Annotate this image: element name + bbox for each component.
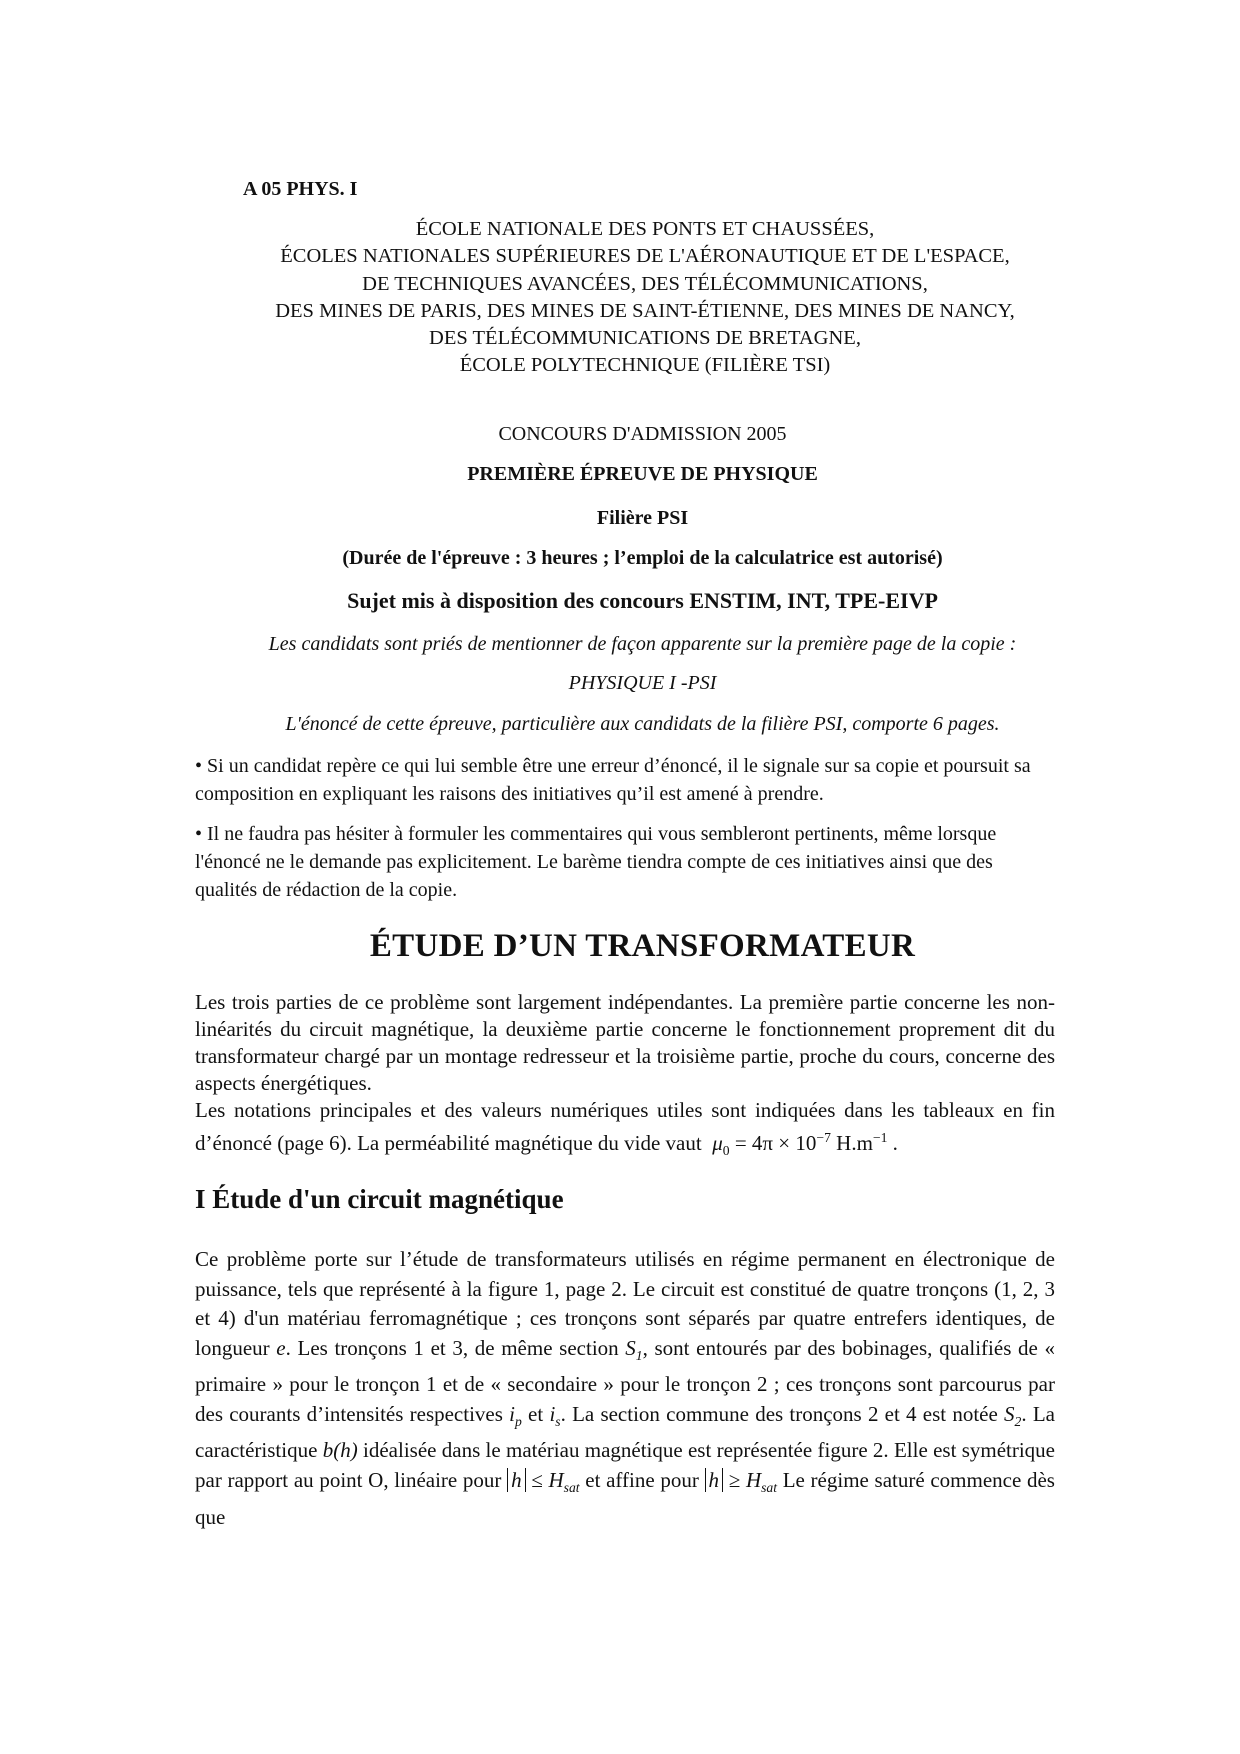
copy-mention: PHYSIQUE I -PSI — [568, 672, 717, 694]
intro-paragraph: Les trois parties de ce problème sont largement indépendantes. La première partie concerne les non-linéarités du circuit magnétique, la deuxième partie concerne le fonctionnement proprement dit du transformateur chargé par un montage redresseur et la troisième partie, proche du cours, concerne des aspects énergétiques. — [195, 990, 1055, 1095]
mu0-equation: $\mu_0 = 4\pi \times 10^{-7}$ $H.m^{-1}$ . — [712, 1130, 898, 1159]
school-line: DES MINES DE PARIS, DES MINES DE SAINT-ÉTIENNE, DES MINES DE NANCY, — [275, 299, 1015, 322]
school-line: ÉCOLE NATIONALE DES PONTS ET CHAUSSÉES, — [415, 218, 875, 240]
affine-condition: $h \ge H_{sat}$ — [705, 1468, 777, 1492]
bullet-text: Si un candidat repère ce qui lui semble être une erreur d’énoncé, il le signale sur sa copie et poursuit sa composition en expliquant les raisons des initiatives qu’il est amené à prendre. — [195, 755, 1031, 805]
schools-list — [195, 216, 1095, 380]
section-s2-symbol: $S_2$ — [1004, 1401, 1022, 1429]
school-line: ÉCOLE POLYTECHNIQUE (FILIÈRE TSI) — [459, 354, 831, 377]
exam-code: A 05 PHYS. I — [243, 178, 358, 200]
bullet-icon: • — [195, 755, 203, 777]
linear-condition: $h \le H_{sat}$ — [507, 1468, 579, 1492]
filiere-label: Filière PSI — [596, 507, 689, 529]
section-paragraph: Ce problème porte sur l’étude de transformateurs utilisés en régime permanent en électronique de puissance, tels que représenté à la figure 1, page 2. Le circuit est constitué de quatre tronçons (1, 2, 3 et 4) d'un matériau ferromagnétique ; ces tronçons sont séparés par quatre entrefers identiques, de longueur e. Les tronçons 1 et 3, de même section $S_1$, sont entourés par des bobinages, qualifiés de « primaire » pour le tronçon 1 et de « secondaire » pour le tronçon 2 ; ces tronçons sont parcourus par des courants d’intensités respectives $i_p$ et $i_s$. La section commune des tronçons 2 et 4 est notée $S_2$. La caractéristique b(h) idéalisée dans le matériau magnétique est représentée figure 2. Elle est symétrique par rapport au point O, linéaire pour $h \le H_{sat}$ et affine pour $h \ge H_{sat}$ Le régime saturé commence dès que — [195, 1247, 1055, 1529]
section-s1-symbol: $S_1$ — [625, 1335, 643, 1363]
school-line: DES TÉLÉCOMMUNICATIONS DE BRETAGNE, — [429, 327, 861, 350]
candidate-instruction: Les candidats sont priés de mentionner de façon apparente sur la première page de la copie : — [268, 633, 1017, 655]
section-title: I Étude d'un circuit magnétique — [195, 1184, 564, 1214]
notations-text: Les notations principales et des valeurs numériques utiles sont indiquées dans les tableaux en fin d’énoncé (page 6). La perméabilité magnétique du vide vaut — [195, 1098, 1055, 1155]
bullet-text: Il ne faudra pas hésiter à formuler les commentaires qui vous sembleront pertinents, même lorsque l'énoncé ne le demande pas explicitement. Le barème tiendra compte de ces initiatives ainsi que des qualités de rédaction de la copie. — [195, 823, 997, 901]
page-count-note: L'énoncé de cette épreuve, particulière aux candidats de la filière PSI, comporte 6 pages. — [285, 713, 1000, 735]
bullet-note-comments — [195, 820, 1055, 904]
notations-paragraph — [195, 1097, 1055, 1164]
bullet-icon: • — [195, 823, 203, 845]
problem-title: ÉTUDE D’UN TRANSFORMATEUR — [369, 928, 916, 964]
secondary-current-symbol: $i_s$ — [549, 1401, 561, 1429]
duration-note: (Durée de l'épreuve : 3 heures ; l’emploi de la calculatrice est autorisé) — [342, 547, 943, 569]
characteristic-bh-symbol: b(h) — [322, 1438, 358, 1463]
school-line: ÉCOLES NATIONALES SUPÉRIEURES DE L'AÉRONAUTIQUE ET DE L'ESPACE, — [280, 245, 1010, 268]
epreuve-title: PREMIÈRE ÉPREUVE DE PHYSIQUE — [467, 463, 818, 485]
subject-availability: Sujet mis à disposition des concours ENSTIM, INT, TPE-EIVP — [347, 588, 938, 613]
primary-current-symbol: $i_p$ — [509, 1401, 522, 1429]
bullet-note-error — [195, 752, 1055, 808]
concours-title: CONCOURS D'ADMISSION 2005 — [498, 423, 787, 445]
school-line: DE TECHNIQUES AVANCÉES, DES TÉLÉCOMMUNICATIONS, — [362, 272, 928, 295]
gap-length-symbol: e — [276, 1335, 286, 1360]
